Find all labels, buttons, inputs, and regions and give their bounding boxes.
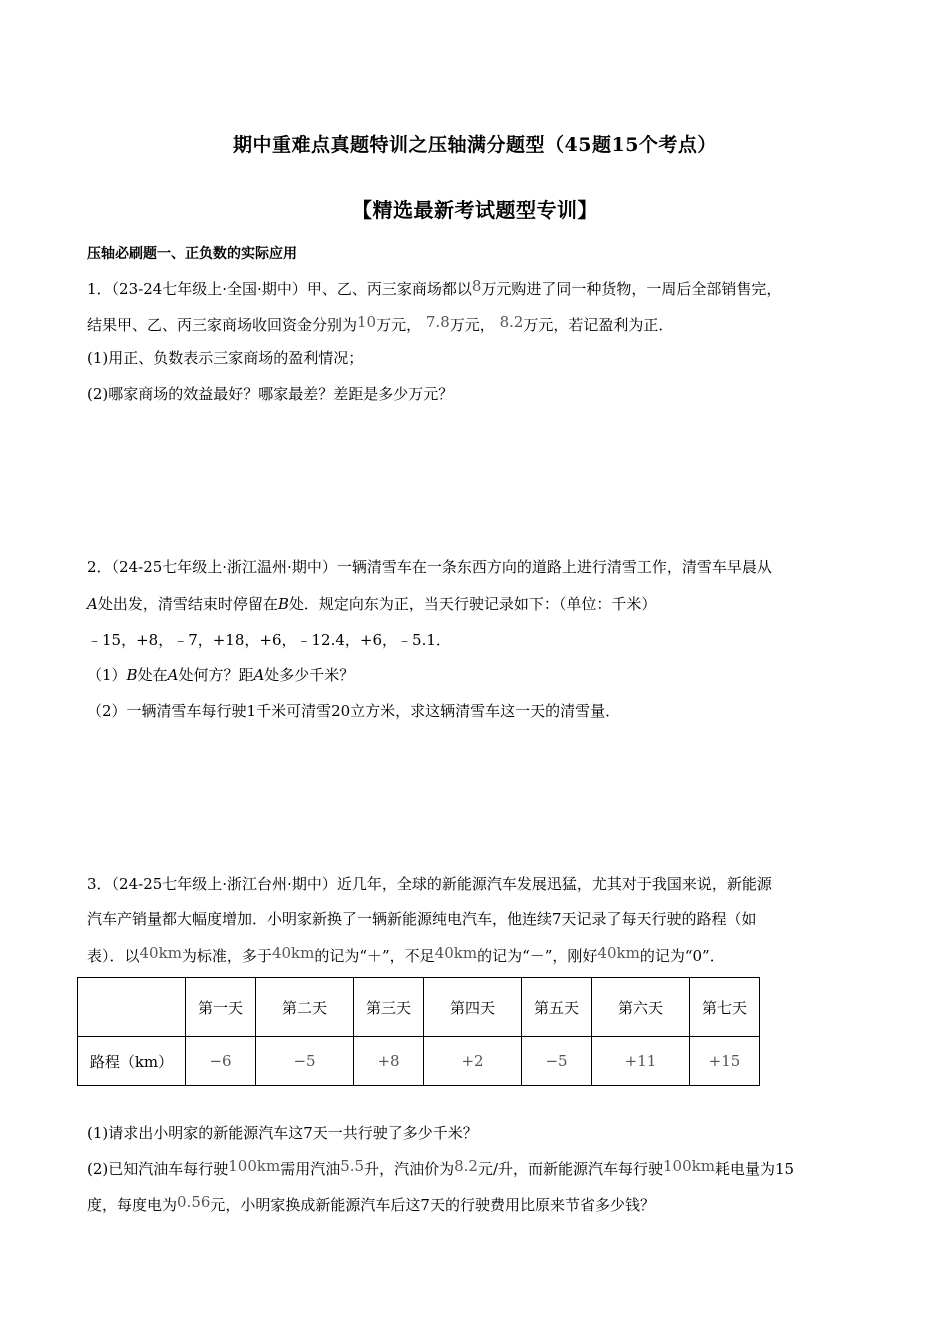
table-header-cell: 第三天: [354, 978, 424, 1037]
q3-text: 度，每度电为: [87, 1196, 178, 1214]
q3-unit: 40km: [271, 944, 315, 962]
table-cell: +15: [690, 1037, 760, 1086]
q1-source: （23-24七年级上·全国·期中）: [111, 280, 307, 298]
table-cell: +11: [592, 1037, 690, 1086]
q3-part1: (1)请求出小明家的新能源汽车这7天一共行驶了多少千米？: [87, 1124, 478, 1142]
table-row: [78, 1037, 760, 1086]
q2-text: （1）: [87, 666, 127, 684]
table-header-cell: 第四天: [424, 978, 522, 1037]
point-a: A: [87, 595, 98, 613]
q3-line2: 汽车产销量都大幅度增加．小明家新换了一辆新能源纯电汽车，他连续7天记录了每天行驶的路程（如: [87, 910, 757, 928]
q1-text: 万元购进了同一种货物，一周后全部销售完，: [481, 280, 782, 298]
q3-unit: 100km: [663, 1157, 715, 1175]
q3-part2-cont: [87, 1193, 655, 1215]
q3-line1: [87, 873, 772, 894]
q2-number: 2．: [87, 558, 112, 576]
q3-text: 升，汽油价为: [364, 1160, 455, 1178]
q3-number: 3．: [87, 875, 112, 893]
q3-text: 元/升，而新能源汽车每行驶: [477, 1160, 664, 1178]
q1-line1: [87, 277, 781, 299]
point-a: A: [253, 666, 265, 684]
q3-text: 的记为“＋”，不足: [314, 947, 435, 965]
q2-text: 一辆清雪车在一条东西方向的道路上进行清雪工作，清雪车早晨从: [336, 558, 772, 576]
q2-text: 处多少千米？: [264, 666, 355, 684]
q1-part2: (2)哪家商场的效益最好？哪家最差？差距是多少万元？: [87, 385, 454, 403]
q2-line1: [87, 556, 772, 577]
q2-text: 处何方？距: [178, 666, 254, 684]
q3-unit: 40km: [139, 944, 182, 962]
q3-text: 耗电量为15: [714, 1160, 795, 1178]
table-cell: +8: [354, 1037, 424, 1086]
point-b: B: [277, 595, 289, 613]
q3-unit: 40km: [434, 944, 478, 962]
q3-part2: [87, 1157, 794, 1179]
q2-text: 处在: [137, 666, 168, 684]
q3-text: 的记为“0”．: [639, 947, 725, 965]
q3-line3: [87, 944, 725, 966]
table-header-cell: 第六天: [592, 978, 690, 1037]
q2-text: 处．规定向东为正，当天行驶记录如下：（单位：千米）: [288, 595, 657, 613]
table-header-row: [78, 978, 760, 1037]
q3-text: (2)已知汽油车每行驶: [87, 1160, 229, 1178]
table-header-cell: 第五天: [522, 978, 592, 1037]
q3-text: 元，小明家换成新能源汽车后这7天的行驶费用比原来节省多少钱？: [210, 1196, 655, 1214]
q1-value: 7.8: [425, 313, 450, 331]
q1-line2: [87, 313, 673, 335]
table-corner: [78, 978, 186, 1037]
q1-part1: (1)用正、负数表示三家商场的盈利情况；: [87, 349, 364, 367]
table-row-label: 路程（km）: [78, 1037, 186, 1086]
q3-text: 表）．以: [87, 947, 140, 965]
q1-number: 1．: [87, 280, 112, 298]
point-a: A: [167, 666, 179, 684]
q2-records: ﹣15，+8，﹣7，+18，+6，﹣12.4，+6，﹣5.1．: [87, 631, 451, 649]
q3-text: 为标准，多于: [181, 947, 272, 965]
table-cell: −5: [522, 1037, 592, 1086]
q3-unit: 100km: [228, 1157, 281, 1175]
table-header-cell: 第七天: [690, 978, 760, 1037]
q1-text: 结果甲、乙、丙三家商场收回资金分别为: [87, 316, 358, 334]
q3-text: 近几年，全球的新能源汽车发展迅猛，尤其对于我国来说，新能源: [336, 875, 772, 893]
q3-value: 0.56: [177, 1193, 211, 1211]
q2-text: 处出发，清雪结束时停留在: [97, 595, 278, 613]
q1-text: 甲、乙、丙三家商场都以: [306, 280, 472, 298]
q2-part2: （2）一辆清雪车每行驶1千米可清雪20立方米，求这辆清雪车这一天的清雪量．: [87, 702, 621, 720]
q2-source: （24-25七年级上·浙江温州·期中）: [111, 558, 337, 576]
q1-text: 万元，: [449, 316, 495, 334]
page-title: 期中重难点真题特训之压轴满分题型（45题15个考点）: [233, 134, 717, 156]
q2-part1: [87, 664, 354, 685]
q3-text: 的记为“－”，刚好: [477, 947, 598, 965]
q1-value: 8: [471, 277, 482, 295]
table-header-cell: 第一天: [186, 978, 256, 1037]
table-cell: +2: [424, 1037, 522, 1086]
table-header-cell: 第二天: [256, 978, 354, 1037]
mileage-table: [77, 977, 760, 1086]
table-cell: −6: [186, 1037, 256, 1086]
q1-value: 10: [357, 313, 377, 331]
q3-value: 5.5: [340, 1157, 365, 1175]
point-b: B: [126, 666, 138, 684]
q1-text: 万元，若记盈利为正．: [523, 316, 674, 334]
q3-source: （24-25七年级上·浙江台州·期中）: [111, 875, 337, 893]
q3-unit: 40km: [597, 944, 640, 962]
section-heading: 压轴必刷题一、正负数的实际应用: [87, 246, 297, 262]
q2-line2: [87, 593, 656, 614]
table-cell: −5: [256, 1037, 354, 1086]
q3-value: 8.2: [454, 1157, 478, 1175]
page-subtitle: 【精选最新考试题型专训】: [352, 198, 598, 222]
q1-text: 万元，: [376, 316, 422, 334]
q1-value: 8.2: [499, 313, 524, 331]
q3-text: 需用汽油: [280, 1160, 341, 1178]
